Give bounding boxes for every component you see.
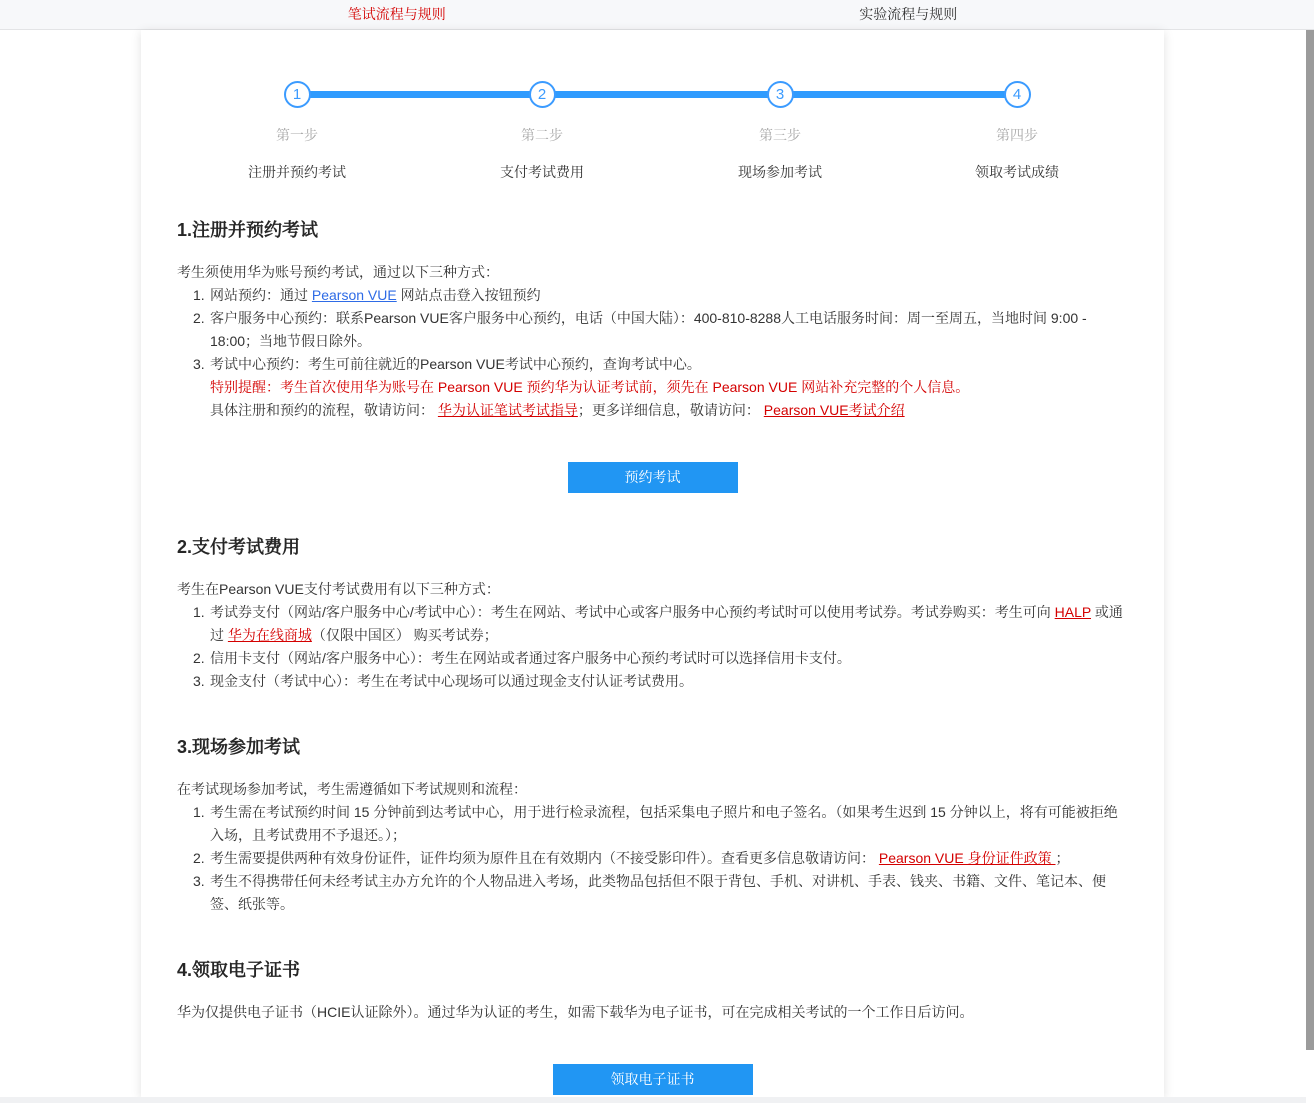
list-item-content [210, 601, 1128, 647]
list-item [177, 801, 1128, 847]
inline-link[interactable]: 华为在线商城 [227, 627, 312, 643]
tab-written-exam-rules[interactable]: 笔试流程与规则 [347, 6, 446, 22]
tab-row [141, 0, 1164, 30]
list-item-number: 1. [193, 604, 205, 620]
button-certificate[interactable]: 领取电子证书 [553, 1064, 753, 1095]
section-heading-pay: 2.支付考试费用 [177, 537, 301, 557]
list-item-content [210, 870, 1128, 916]
list-item [177, 870, 1128, 916]
section-heading-register: 1.注册并预约考试 [177, 220, 319, 240]
text-segment: 考生需要提供两种有效身份证件，证件均须为原件且在有效期内（不接受影印件）。查看更多信息敬请访问： [210, 850, 879, 866]
step-sub-label: 第三步 [759, 127, 801, 143]
text-segment: 现金支付（考试中心）：考生在考试中心现场可以通过现金支付认证考试费用。 [210, 673, 693, 689]
list-item-text [210, 601, 1128, 647]
scrollbar-track[interactable] [1306, 0, 1314, 1103]
step-name-label: 领取考试成绩 [975, 164, 1059, 180]
step-number-circle: 4 [1004, 81, 1031, 108]
section-intro-register: 考生须使用华为账号预约考试，通过以下三种方式： [177, 264, 499, 280]
content-card [141, 30, 1164, 1097]
inline-link[interactable]: Pearson VUE考试介绍 [763, 402, 905, 418]
inline-link[interactable]: Pearson VUE 身份证件政策 [878, 850, 1056, 866]
stepper-progress-line [297, 91, 1017, 98]
section-list-register [177, 284, 1128, 422]
stepper [141, 30, 1164, 190]
list-item-note [210, 376, 1128, 399]
step-number-circle: 3 [767, 81, 794, 108]
list-item-number: 2. [193, 310, 205, 326]
step-name-label: 支付考试费用 [500, 164, 584, 180]
list-item-text [210, 284, 1128, 307]
step-number-circle: 1 [284, 81, 311, 108]
list-item-text [210, 353, 1128, 376]
inline-link[interactable]: Pearson VUE [311, 287, 397, 303]
list-item-content [210, 847, 1128, 870]
list-item [177, 284, 1128, 307]
text-segment: （仅限中国区） 购买考试券； [311, 627, 498, 643]
stepper-step-1 [197, 81, 397, 182]
tab-lab-exam-rules[interactable]: 实验流程与规则 [859, 6, 958, 22]
step-sub-label: 第四步 [996, 127, 1038, 143]
list-item-content [210, 647, 1128, 670]
stepper-step-2 [442, 81, 642, 182]
list-item-text [210, 670, 1128, 693]
section-intro-certificate: 华为仅提供电子证书（HCIE认证除外）。通过华为认证的考生，如需下载华为电子证书，可在完成相关考试的一个工作日后访问。 [177, 1004, 974, 1020]
step-number-circle: 2 [529, 81, 556, 108]
section-heading-onsite: 3.现场参加考试 [177, 737, 301, 757]
list-item-note [210, 399, 1128, 422]
text-segment: 考生需在考试预约时间 15 分钟前到达考试中心，用于进行检录流程，包括采集电子照片和电子签名。（如果考生迟到 15 分钟以上，将有可能被拒绝入场，且考试费用不予退还。）； [210, 804, 1118, 843]
step-sub-label: 第一步 [276, 127, 318, 143]
list-item [177, 670, 1128, 693]
text-segment: 网站预约：通过 [210, 287, 312, 303]
list-item-number: 1. [193, 804, 205, 820]
button-register[interactable]: 预约考试 [568, 462, 738, 493]
text-segment: 或通过 [210, 604, 1123, 643]
list-item-number: 3. [193, 673, 205, 689]
list-item [177, 353, 1128, 422]
text-segment: 特别提醒：考生首次使用华为账号在 Pearson VUE 预约华为认证考试前，须先在 Pearson VUE 网站补充完整的个人信息。 [210, 379, 970, 395]
list-item-content [210, 801, 1128, 847]
list-item-text [210, 307, 1128, 353]
list-item-text [210, 801, 1128, 847]
list-item-text [210, 870, 1128, 916]
page-background-strip [0, 1097, 1306, 1103]
section-intro-onsite: 在考试现场参加考试，考生需遵循如下考试规则和流程： [177, 781, 527, 797]
list-item-text [210, 847, 1128, 870]
list-item-content [210, 670, 1128, 693]
list-item [177, 307, 1128, 353]
section-heading-certificate: 4.领取电子证书 [177, 960, 301, 980]
list-item-content [210, 284, 1128, 307]
text-segment: ；更多详细信息，敬请访问： [577, 402, 764, 418]
list-item-number: 2. [193, 850, 205, 866]
text-segment: 网站点击登入按钮预约 [396, 287, 541, 303]
list-item [177, 647, 1128, 670]
step-name-label: 现场参加考试 [738, 164, 822, 180]
stepper-step-3 [680, 81, 880, 182]
sections [141, 216, 1164, 1095]
list-item-content [210, 353, 1128, 422]
section-list-onsite [177, 801, 1128, 916]
top-tab-bar [0, 0, 1314, 30]
text-segment: 考试券支付（网站/客户服务中心/考试中心）：考生在网站、考试中心或客户服务中心预约考试时可以使用考试券。考试券购买：考生可向 [210, 604, 1055, 620]
text-segment: 考试中心预约：考生可前往就近的Pearson VUE考试中心预约，查询考试中心。 [210, 356, 701, 372]
text-segment: 具体注册和预约的流程，敬请访问： [210, 402, 438, 418]
list-item [177, 601, 1128, 647]
text-segment: 客户服务中心预约：联系Pearson VUE客户服务中心预约，电话（中国大陆）：400-810-8288人工电话服务时间：周一至周五，当地时间 9:00 - 18:00；当地节假日除外。 [210, 310, 1087, 349]
text-segment: 信用卡支付（网站/客户服务中心）：考生在网站或者通过客户服务中心预约考试时可以选择信用卡支付。 [210, 650, 851, 666]
section-intro-pay: 考生在Pearson VUE支付考试费用有以下三种方式： [177, 581, 500, 597]
list-item-number: 3. [193, 873, 205, 889]
list-item-content [210, 307, 1128, 353]
section-list-pay [177, 601, 1128, 693]
list-item [177, 847, 1128, 870]
inline-link[interactable]: 华为认证笔试考试指导 [437, 402, 578, 418]
stepper-step-4 [917, 81, 1117, 182]
text-segment: ； [1055, 850, 1070, 866]
step-sub-label: 第二步 [521, 127, 563, 143]
step-name-label: 注册并预约考试 [248, 164, 346, 180]
inline-link[interactable]: HALP [1054, 604, 1091, 620]
list-item-number: 2. [193, 650, 205, 666]
list-item-number: 1. [193, 287, 205, 303]
scrollbar-thumb[interactable] [1306, 30, 1314, 1050]
text-segment: 考生不得携带任何未经考试主办方允许的个人物品进入考场，此类物品包括但不限于背包、手机、对讲机、手表、钱夹、书籍、文件、笔记本、便签、纸张等。 [210, 873, 1106, 912]
list-item-text [210, 647, 1128, 670]
list-item-number: 3. [193, 356, 205, 372]
